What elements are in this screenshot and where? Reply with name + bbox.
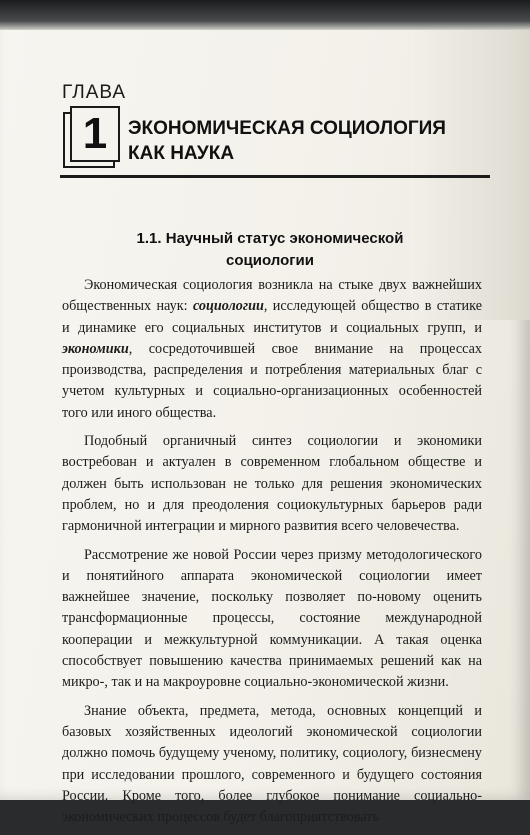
paragraph-3: Рассмотрение же новой России через призму методологического и понятийного аппарата экономической социологии имеет важнейшее значение, поскольку позволяет по-новому оценить трансформационные процессы, состояние международной кооперации и межкультурной коммуникации. А такая оценка способствует повышению качества принимаемых решений как на микро-, так и на макроуровне социально-экономической жизни.	[62, 546, 482, 691]
page-top-edge	[0, 0, 530, 30]
section-title-line-2: социологии	[226, 252, 314, 269]
term-economics: экономики	[62, 340, 129, 357]
body-text	[62, 275, 482, 835]
chapter-title-line-2: КАК НАУКА	[128, 143, 235, 164]
paragraph-4: Знание объекта, предмета, метода, основных концепций и базовых хозяйственных идеологий экономической социологии должно помочь будущему ученому, политику, социологу, бизнесмену при исследовании прошлого, современного и будущего состояния России. Кроме того, более глубокое понимание социально-экономических процессов будет благоприятствовать	[62, 702, 482, 826]
chapter-number: 1	[82, 109, 108, 158]
chapter-divider	[60, 175, 490, 178]
chapter-title-line-1: ЭКОНОМИЧЕСКАЯ СОЦИОЛОГИЯ	[128, 118, 446, 139]
paragraph-1-part-a: Экономическая социология возникла на стыке двух важнейших общественных наук:	[62, 277, 482, 315]
paragraph-1-part-b: , исследующей общество в статике и динамике его социальных институтов и социальных групп, и	[62, 298, 482, 336]
section-title-line-1: 1.1. Научный статус экономической	[136, 230, 404, 247]
chapter-title	[128, 116, 446, 166]
paragraph-2: Подобный органичный синтез социологии и экономики востребован и актуален в современном глобальном обществе и должен быть использован не только для решения экономических проблем, но и для преодоления социокультурных барьеров ради гармоничной интеграции и мирного развития всего человечества.	[62, 433, 482, 535]
paragraph-1-part-c: , сосредоточившей свое внимание на процессах производства, распределения и потребления материальных благ с учетом культурных и социально-организационных особенностей того или иного общества.	[62, 340, 482, 421]
paragraph-1	[62, 275, 482, 424]
chapter-label: ГЛАВА	[62, 82, 127, 103]
section-title	[100, 228, 440, 272]
term-sociology: социологии	[192, 298, 264, 315]
